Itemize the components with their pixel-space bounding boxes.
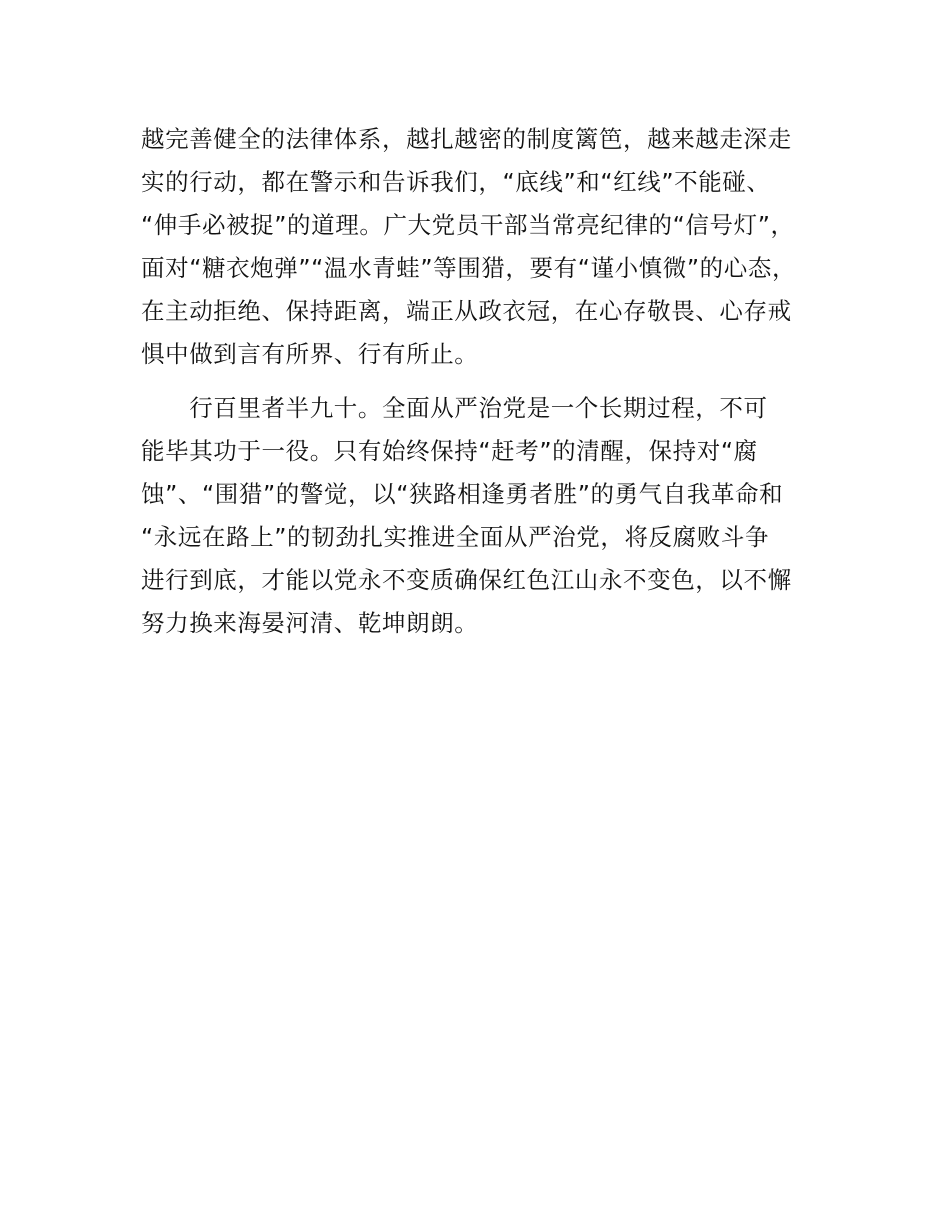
paragraph-line: 实的行动，都在警示和告诉我们，“底线”和“红线”不能碰、 (141, 168, 771, 196)
paragraph-line: 努力换来海晏河清、乾坤朗朗。 (141, 609, 479, 637)
paragraph-line: 在主动拒绝、保持距离，端正从政衣冠，在心存敬畏、心存戒 (141, 297, 792, 325)
paragraph-line: “永远在路上”的韧劲扎实推进全面从严治党，将反腐败斗争 (141, 523, 770, 551)
paragraph-2 (141, 387, 841, 645)
paragraph-line: 蚀”、“围猎”的警觉，以“狭路相逢勇者胜”的勇气自我革命和 (141, 480, 784, 508)
paragraph-line: 越完善健全的法律体系，越扎越密的制度篱笆，越来越走深走 (141, 125, 792, 153)
document-body (141, 118, 841, 645)
paragraph-line: 面对“糖衣炮弹”“温水青蛙”等围猎，要有“谨小慎微”的心态， (141, 254, 797, 282)
paragraph-1 (141, 118, 841, 376)
paragraph-line: 惧中做到言有所界、行有所止。 (141, 340, 479, 368)
paragraph-line: “伸手必被捉”的道理。广大党员干部当常亮纪律的“信号灯”， (141, 211, 795, 239)
paragraph-line: 能毕其功于一役。只有始终保持“赶考”的清醒，保持对“腐 (141, 437, 758, 465)
paragraph-line: 进行到底，才能以党永不变质确保红色江山永不变色，以不懈 (141, 566, 792, 594)
paragraph-line: 行百里者半九十。全面从严治党是一个长期过程，不可 (141, 394, 768, 422)
